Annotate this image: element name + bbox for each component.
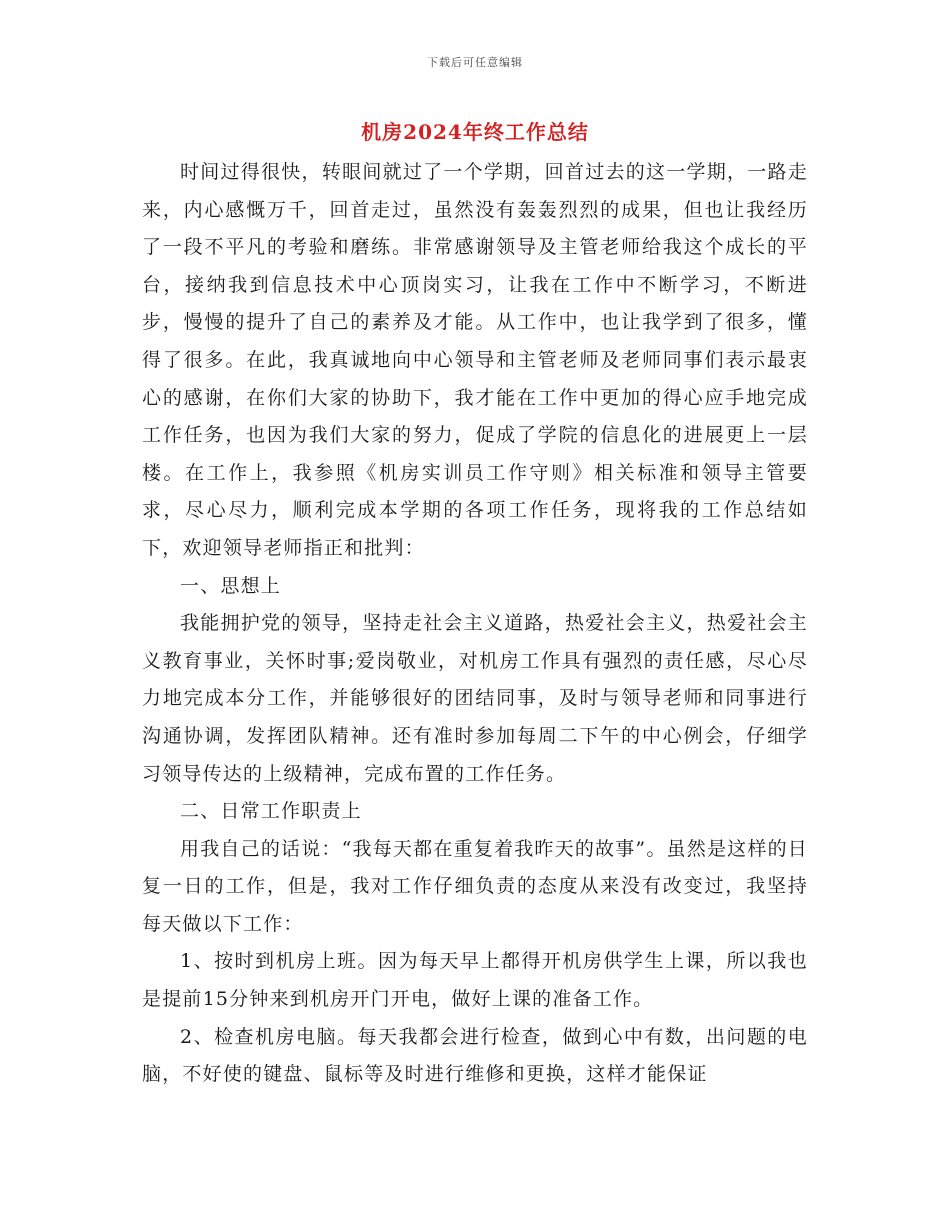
paragraph-thought: 我能拥护党的领导，坚持走社会主义道路，热爱社会主义，热爱社会主义教育事业，关怀时事;爱岗敬业，对机房工作具有强烈的责任感，尽心尽力地完成本分工作，并能够很好的团结同事，及时与领导老师和同事进行沟通协调，发挥团队精神。还有准时参加每周二下午的中心例会，仔细学习领导传达的上级精神，完成布置的工作任务。 [142, 612, 808, 785]
paragraph-daily-duties: 用我自己的话说：“我每天都在重复着我昨天的故事”。虽然是这样的日复一日的工作，但是，我对工作仔细负责的态度从来没有改变过，我坚持每天做以下工作： [142, 837, 808, 935]
section-heading-thought: 一、思想上 [180, 574, 282, 597]
list-item-1: 1、按时到机房上班。因为每天早上都得开机房供学生上课，所以我也是提前15分钟来到机房开门开电，做好上课的准备工作。 [142, 950, 808, 1011]
list-item-2: 2、检查机房电脑。每天我都会进行检查，做到心中有数，出问题的电脑，不好使的键盘、鼠标等及时进行维修和更换，这样才能保证 [142, 1025, 808, 1086]
document-body [142, 154, 808, 1094]
document-title: 机房2024年终工作总结 [361, 120, 589, 144]
section-heading-daily-duties: 二、日常工作职责上 [180, 800, 362, 823]
page-header-note: 下载后可任意编辑 [427, 56, 523, 69]
paragraph-intro: 时间过得很快，转眼间就过了一个学期，回首过去的这一学期，一路走来，内心感慨万千，回首走过，虽然没有轰轰烈烈的成果，但也让我经历了一段不平凡的考验和磨练。非常感谢领导及主管老师给我这个成长的平台，接纳我到信息技术中心顶岗实习，让我在工作中不断学习，不断进步，慢慢的提升了自己的素养及才能。从工作中，也让我学到了很多，懂得了很多。在此，我真诚地向中心领导和主管老师及老师同事们表示最衷心的感谢，在你们大家的协助下，我才能在工作中更加的得心应手地完成工作任务，也因为我们大家的努力，促成了学院的信息化的进展更上一层楼。在工作上，我参照《机房实训员工作守则》相关标准和领导主管要求，尽心尽力，顺利完成本学期的各项工作任务，现将我的工作总结如下，欢迎领导老师指正和批判： [142, 161, 808, 559]
